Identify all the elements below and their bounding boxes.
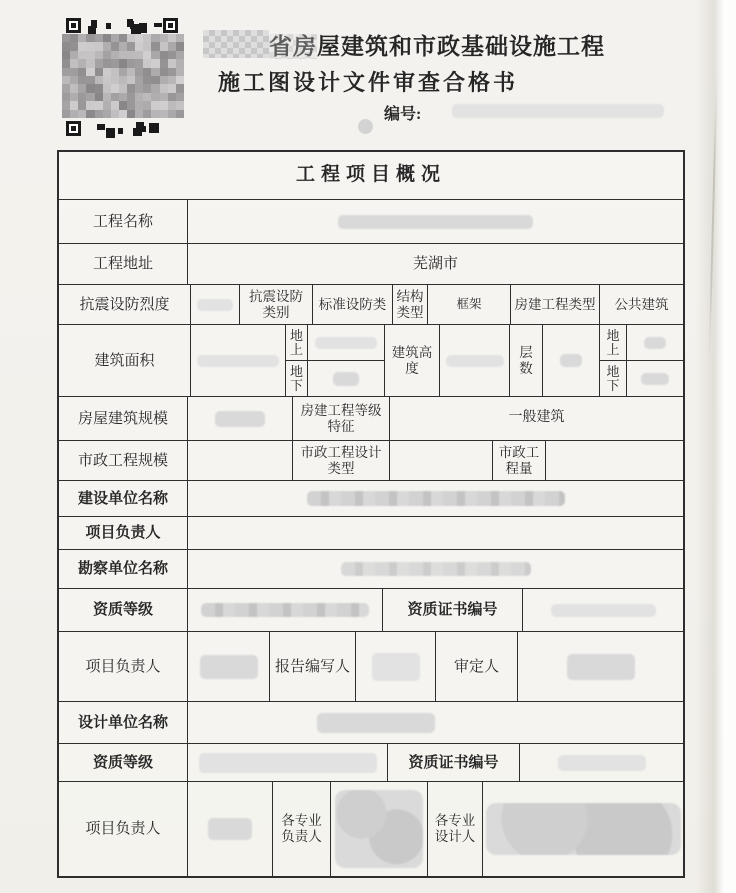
qr-mosaic-cell	[160, 34, 168, 42]
qr-module	[149, 123, 159, 133]
field-value	[187, 481, 683, 516]
table-row	[59, 516, 683, 549]
qr-mosaic-cell	[111, 51, 119, 59]
field-label: 项目负责人	[85, 821, 161, 837]
qr-mosaic-cell	[151, 51, 159, 59]
field-value	[389, 441, 492, 480]
qr-mosaic-cell	[103, 110, 111, 118]
sub-row	[600, 360, 683, 396]
qr-mosaic-cell	[86, 42, 94, 50]
field-label: 建设单位名称	[77, 490, 168, 507]
qr-mosaic-cell	[168, 42, 176, 50]
qr-mosaic-cell	[127, 101, 135, 109]
redacted-value	[641, 373, 669, 385]
redacted-value	[567, 654, 635, 680]
qr-mosaic-cell	[143, 34, 151, 42]
field-value	[190, 285, 239, 324]
qr-mosaic-cell	[127, 42, 135, 50]
field-label: 层数	[509, 325, 542, 396]
table-row	[59, 588, 683, 631]
field-label: 地上	[286, 325, 308, 360]
field-value	[439, 325, 509, 396]
qr-mosaic-cell	[135, 110, 143, 118]
field-label: 抗震设防类别	[239, 285, 312, 324]
field-label: 项目负责人	[85, 525, 161, 541]
qr-mosaic-cell	[70, 110, 78, 118]
stamp-dot	[358, 119, 373, 134]
field-label: 各专业设计人	[427, 782, 482, 876]
field-label: 资质证书编号	[387, 744, 519, 781]
field-value	[187, 702, 683, 743]
title-partially-redacted-chars: 省房	[269, 34, 317, 59]
redacted-value	[486, 803, 681, 855]
qr-mosaic-cell	[95, 110, 103, 118]
qr-mosaic-cell	[135, 34, 143, 42]
qr-mosaic-cell	[160, 101, 168, 109]
field-value	[517, 632, 683, 701]
qr-mosaic-cell	[103, 34, 111, 42]
field-label: 报告编写人	[269, 632, 355, 701]
redacted-value	[200, 655, 258, 679]
field-label: 资质证书编号	[382, 589, 522, 631]
field-label: 建筑高度	[384, 325, 439, 396]
qr-module	[97, 124, 105, 130]
table-row	[59, 324, 683, 396]
table-row	[59, 199, 683, 243]
field-label: 审定人	[435, 632, 517, 701]
sub-table	[285, 325, 384, 396]
qr-mosaic-cell	[168, 110, 176, 118]
field-label: 各专业负责人	[272, 782, 330, 876]
qr-mosaic-cell	[176, 51, 184, 59]
field-label: 结构类型	[392, 285, 427, 324]
table-title: 工程项目概况	[295, 164, 446, 186]
field-value	[187, 589, 382, 631]
title-text: 屋建筑和市政基础设施工程	[317, 34, 605, 59]
qr-module	[118, 128, 123, 134]
redacted-value	[197, 299, 233, 311]
field-value	[522, 589, 683, 631]
field-label: 房屋建筑规模	[77, 410, 168, 427]
qr-finder-icon	[66, 18, 81, 33]
qr-mosaic-cell	[70, 51, 78, 59]
qr-module	[106, 23, 111, 29]
field-value	[545, 441, 683, 480]
redacted-value	[452, 104, 664, 118]
qr-mosaic-cell	[160, 110, 168, 118]
redacted-value	[560, 354, 582, 367]
field-value	[519, 744, 683, 781]
redacted-value	[317, 713, 435, 733]
field-label: 勘察单位名称	[77, 561, 168, 577]
field-value: 框架	[427, 285, 510, 324]
redacted-value	[197, 355, 279, 367]
table-row	[59, 284, 683, 324]
qr-mosaic-cell	[135, 101, 143, 109]
qr-mosaic-cell	[176, 101, 184, 109]
qr-module	[106, 128, 115, 137]
qr-mosaic-cell	[160, 42, 168, 50]
qr-module	[91, 20, 97, 28]
qr-mosaic-cell	[95, 51, 103, 59]
field-label: 工程名称	[92, 213, 153, 230]
qr-mosaic-cell	[151, 110, 159, 118]
field-value	[187, 517, 683, 549]
qr-mosaic-cell	[86, 110, 94, 118]
qr-mosaic-cell	[168, 101, 176, 109]
table-row	[59, 743, 683, 781]
qr-mosaic-cell	[119, 42, 127, 50]
qr-mosaic-cell	[103, 51, 111, 59]
qr-mosaic-cell	[111, 34, 119, 42]
qr-mosaic-cell	[176, 34, 184, 42]
field-value	[330, 782, 427, 876]
table-row	[59, 781, 683, 876]
field-label: 房建工程等级特征	[292, 397, 389, 440]
redacted-value	[335, 790, 423, 868]
redacted-value	[372, 653, 420, 681]
field-value: 标准设防类	[312, 285, 392, 324]
redacted-value	[315, 337, 377, 349]
qr-module	[127, 19, 133, 27]
qr-mosaic-cell	[70, 101, 78, 109]
document-title-line2: 施工图设计文件审查合格书	[217, 70, 518, 95]
qr-mosaic-cell	[111, 42, 119, 50]
page-edge-shadow	[696, 0, 736, 893]
qr-module	[154, 23, 162, 27]
field-value	[187, 441, 292, 480]
redacted-value	[307, 491, 565, 506]
qr-mosaic-cell	[103, 101, 111, 109]
qr-mosaic-cell	[143, 42, 151, 50]
redacted-value	[644, 337, 666, 349]
field-value	[308, 361, 384, 396]
field-label: 资质等级	[92, 602, 153, 618]
qr-mosaic-cell	[143, 51, 151, 59]
field-label: 资质等级	[92, 754, 153, 771]
qr-mosaic-cell	[111, 110, 119, 118]
redacted-value	[215, 411, 265, 427]
table-row	[59, 396, 683, 440]
qr-mosaic-cell	[95, 42, 103, 50]
field-label: 地上	[600, 325, 627, 360]
redacted-value	[201, 603, 369, 617]
field-value	[355, 632, 435, 701]
qr-mosaic-cell	[62, 34, 70, 42]
qr-mosaic-cell	[135, 51, 143, 59]
qr-finder-icon	[66, 121, 81, 136]
field-value	[187, 200, 683, 243]
field-label: 建筑面积	[94, 352, 155, 369]
redacted-value	[446, 355, 504, 367]
qr-mosaic-cell	[111, 101, 119, 109]
qr-mosaic-cell	[151, 101, 159, 109]
field-value: 芜湖市	[187, 244, 683, 284]
field-value	[187, 397, 292, 440]
table-row	[59, 440, 683, 480]
redacted-value	[558, 755, 646, 771]
table-row	[59, 631, 683, 701]
qr-finder-icon	[163, 18, 178, 33]
qr-mosaic-cell	[86, 101, 94, 109]
table-row	[59, 480, 683, 516]
redacted-value	[333, 372, 359, 386]
table-row	[59, 152, 683, 199]
qr-mosaic-cell	[119, 51, 127, 59]
qr-mosaic-cell	[62, 42, 70, 50]
field-value: 一般建筑	[389, 397, 683, 440]
qr-mosaic-cell	[119, 101, 127, 109]
qr-mosaic-cell	[143, 110, 151, 118]
qr-mosaic-cell	[160, 51, 168, 59]
field-label: 项目负责人	[85, 658, 161, 675]
field-value: 公共建筑	[599, 285, 683, 324]
qr-mosaic-cell	[70, 42, 78, 50]
field-label: 设计单位名称	[77, 714, 168, 731]
field-value	[187, 744, 387, 781]
redacted-value	[199, 753, 377, 773]
qr-mosaic-cell	[78, 110, 86, 118]
field-value	[187, 782, 272, 876]
qr-mosaic-cell	[78, 42, 86, 50]
field-label: 工程地址	[92, 256, 153, 272]
qr-mosaic-cell	[103, 42, 111, 50]
field-value	[190, 325, 285, 396]
qr-mosaic-cell	[86, 51, 94, 59]
qr-mosaic-cell	[135, 42, 143, 50]
table-row	[59, 549, 683, 588]
field-value	[308, 325, 384, 360]
qr-mosaic-cell	[151, 42, 159, 50]
qr-mosaic-cell	[95, 34, 103, 42]
qr-mosaic-cell	[143, 101, 151, 109]
qr-top-modules	[66, 18, 178, 35]
field-label: 地下	[600, 361, 627, 396]
sub-row	[286, 360, 384, 396]
sub-row	[286, 325, 384, 360]
qr-mosaic-cell	[127, 110, 135, 118]
qr-mosaic-cell	[168, 51, 176, 59]
qr-mosaic-cell	[78, 101, 86, 109]
qr-mosaic-cell	[127, 34, 135, 42]
redacted-value	[341, 562, 531, 576]
field-label: 抗震设防烈度	[79, 296, 170, 313]
qr-mosaic-cell	[62, 51, 70, 59]
project-overview-table	[57, 150, 685, 878]
qr-mosaic-cell	[62, 101, 70, 109]
qr-mosaic-cell	[70, 34, 78, 42]
field-label: 市政工程规模	[77, 452, 168, 469]
field-value	[627, 361, 683, 396]
qr-bottom-modules	[66, 118, 178, 136]
number-label: 编号:	[384, 106, 422, 123]
table-row	[59, 701, 683, 743]
sub-row	[600, 325, 683, 360]
field-value	[187, 632, 269, 701]
qr-mosaic-cell	[119, 34, 127, 42]
qr-mosaic-cell	[95, 101, 103, 109]
qr-mosaic-cell	[151, 34, 159, 42]
field-value	[482, 782, 684, 876]
qr-mosaic-cell	[168, 34, 176, 42]
qr-mosaic-cell	[78, 34, 86, 42]
table-row	[59, 243, 683, 284]
field-value	[627, 325, 683, 360]
qr-mosaic-cell	[176, 42, 184, 50]
qr-module	[136, 122, 144, 130]
redacted-value	[338, 215, 533, 229]
field-label: 地下	[286, 361, 308, 396]
qr-mosaic-cell	[62, 110, 70, 118]
qr-mosaic-cell	[127, 51, 135, 59]
qr-mosaic-cell	[78, 51, 86, 59]
qr-mosaic-cell	[176, 110, 184, 118]
qr-mosaic-cell	[119, 110, 127, 118]
field-label: 市政工程量	[492, 441, 545, 480]
field-label: 市政工程设计类型	[292, 441, 389, 480]
field-value	[542, 325, 599, 396]
field-value	[187, 550, 683, 588]
qr-mosaic-cell	[86, 34, 94, 42]
redacted-value	[208, 818, 252, 840]
field-label: 房建工程类型	[510, 285, 599, 324]
document-title-line1	[203, 28, 605, 61]
sub-table	[599, 325, 683, 396]
redacted-province-name	[203, 30, 269, 58]
redacted-value	[551, 604, 656, 617]
